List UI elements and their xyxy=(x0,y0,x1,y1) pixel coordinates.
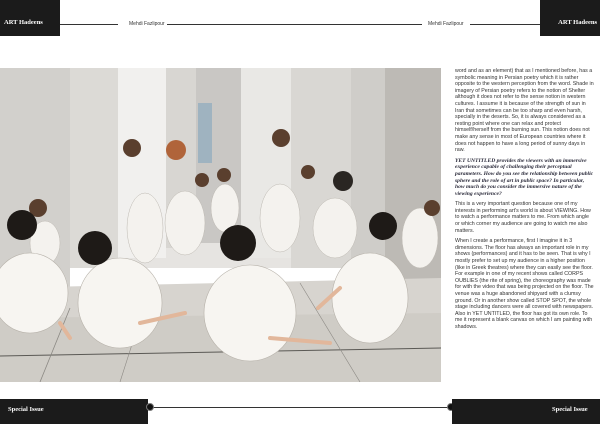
article-paragraph: word and as an element) that as I mentioned before, has a symbolic meaning in Persian poetry which it is rather opposite to the western perception from the word. Shade in imagery of Persian poetry refers to the notion of Shelter although it does not refer to the sense notion in western cultures. I assume it is because of the strength of sun in Iran that sometimes can be too sharp and even harsh, specially in the deserts. So, it is always considered as a resting point where one can relax and protect himself/herself from the burning sun. This notion does not make any sense in most of European countries where it does not happen to have a long period of sunny days in raw. xyxy=(455,68,594,154)
footer-label-left: Special Issue xyxy=(8,406,44,413)
article-column xyxy=(455,68,595,335)
magazine-title-right: ART Hadeens xyxy=(558,19,597,26)
performance-photo-illustration xyxy=(0,68,441,382)
footer-rule xyxy=(150,407,450,408)
interview-question: YET UNTITLED provides the viewers with an immersive experience capable of challenging their perceptual parameters. How do you see the relationship between public sphere and the role of art in public space? In particular, how much do you consider the immersive nature of the viewing experience? xyxy=(455,157,594,197)
performance-photo xyxy=(0,68,441,382)
footer-label-right: Special Issue xyxy=(552,406,588,413)
author-name-right: Mehdi Fazlipour xyxy=(428,21,464,27)
article-paragraph: When I create a performance, first I imagine it in 3 dimensions. The floor has always an important role in my shows (performances) and it has to be seen. That is why I mostly prefer to set up my audience in a higher position (like in Greek theatres) where they can easily see the floor. For example in one of my recent shows called CORPS OUBLIES (the rite of spring), the choreography was made for with the video that was being projected on the floor. The venue was a huge abandoned shipyard with a clumsy ground. Or in another show called STOP SPOT, the whole stage including dancers were all covered with newspapers. Also in YET UNTITLED, the floor has got its own role. To me it represent a blank canvas on which I am painting with shadows. xyxy=(455,238,594,330)
article-paragraph: This is a very important question because one of my interests in performing art's world is about VIEWING. How to watch a performance matters to me. From which angle or which corner my audience are going to watch me also matters. xyxy=(455,201,591,234)
header-rule xyxy=(470,24,540,25)
header-rule xyxy=(167,24,422,25)
magazine-title-left: ART Hadeens xyxy=(4,19,43,26)
header-left-block xyxy=(0,0,60,36)
footer-dot-icon xyxy=(146,403,154,411)
header-rule xyxy=(60,24,118,25)
header-right-block xyxy=(540,0,600,36)
author-name-left: Mehdi Fazlipour xyxy=(129,21,165,27)
